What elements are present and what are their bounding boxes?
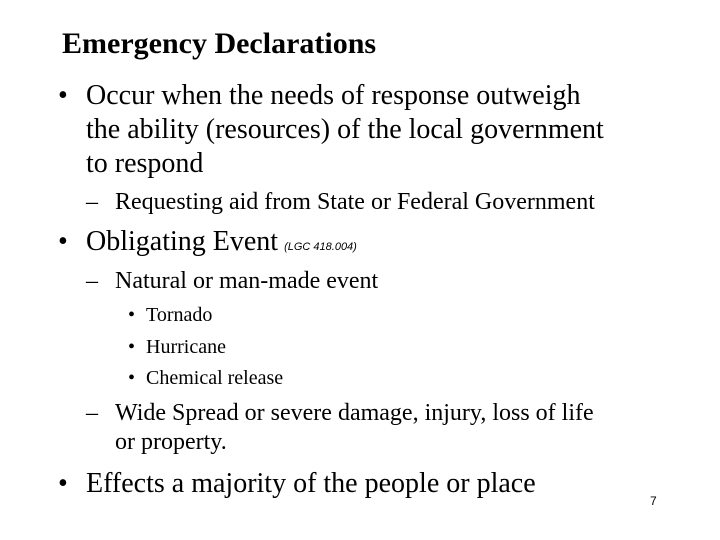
bullet-mark: • — [58, 226, 68, 257]
dash-mark: – — [86, 400, 98, 426]
dash-mark: – — [86, 189, 98, 215]
wide-spread-line1: Wide Spread or severe damage, injury, loss of life — [115, 400, 594, 426]
event-text: Hurricane — [146, 336, 226, 358]
bullet-occur — [0, 78, 720, 186]
page-number: 7 — [650, 494, 657, 508]
event-item — [0, 363, 720, 393]
event-text: Chemical release — [146, 367, 284, 389]
bullet-obligating-line — [86, 224, 357, 265]
bullet-mark: • — [128, 336, 136, 358]
bullet-mark: • — [58, 468, 68, 499]
subbullet-natural — [0, 266, 720, 296]
bullet-occur-line1: Occur when the needs of response outweigh — [86, 80, 581, 111]
bullet-mark: • — [128, 367, 136, 389]
bullet-obligating — [0, 224, 720, 260]
subbullet-requesting-aid — [0, 187, 720, 217]
event-text: Tornado — [146, 304, 213, 326]
bullet-mark: • — [58, 80, 68, 111]
bullet-effects — [0, 466, 720, 502]
wide-spread-line2: or property. — [115, 429, 227, 455]
effects-text: Effects a majority of the people or place — [86, 468, 536, 499]
subbullet-wide-spread — [0, 398, 720, 458]
bullet-occur-line3: to respond — [86, 148, 204, 179]
event-item — [0, 332, 720, 362]
bullet-occur-line2: the ability (resources) of the local government — [86, 114, 604, 145]
obligating-ref: (LGC 418.004) — [284, 241, 357, 253]
requesting-aid-text: Requesting aid from State or Federal Government — [115, 189, 595, 215]
bullet-mark: • — [128, 304, 136, 326]
dash-mark: – — [86, 268, 98, 294]
slide-title: Emergency Declarations — [62, 27, 377, 60]
event-item — [0, 300, 720, 330]
obligating-text: Obligating Event — [86, 226, 279, 257]
natural-text: Natural or man-made event — [115, 268, 379, 294]
